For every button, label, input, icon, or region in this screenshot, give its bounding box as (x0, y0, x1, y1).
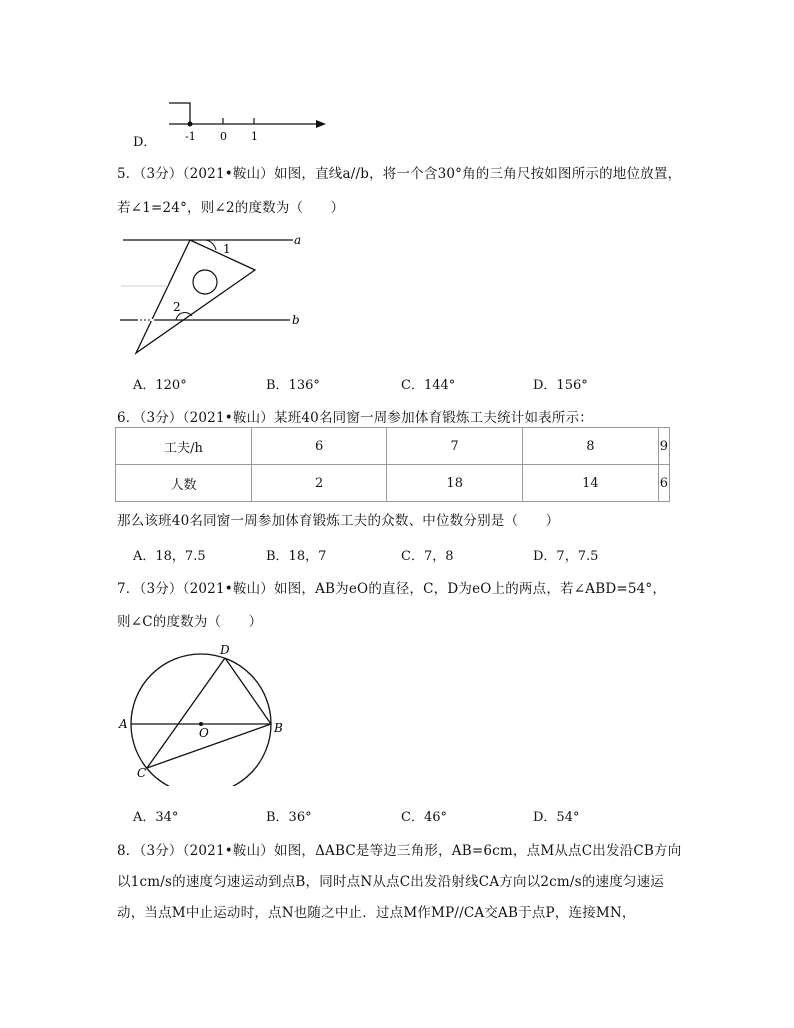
q8-stem-line1: 8．（3分）（2021•鞍山）如图，ΔABC是等边三角形，AB=6cm，点M从点C出发沿CB方向 (117, 843, 682, 859)
q7-label-c: C (137, 766, 147, 780)
q4-point (188, 122, 193, 127)
q5-triangle (136, 240, 255, 353)
q5-label-b: b (292, 313, 300, 327)
q6-option-d[interactable]: D．7，7.5 (533, 549, 599, 564)
q6-row-label: 人数 (116, 465, 252, 502)
table-row (116, 465, 670, 502)
q7-label-a: A (119, 717, 128, 731)
q7-label-d: D (220, 643, 230, 657)
q7-label-b: B (274, 721, 283, 735)
q6-cell: 18 (387, 465, 523, 502)
q7-chord-db (225, 658, 271, 724)
q4-tick-neg1: -1 (185, 130, 196, 143)
q6-cell: 2 (251, 465, 386, 502)
q6-table (115, 427, 670, 502)
q5-option-c[interactable]: C．144° (401, 378, 456, 393)
q6-header-cell: 6 (251, 428, 386, 465)
q7-stem-line1: 7．（3分）（2021•鞍山）如图，AB为eO的直径，C，D为eO上的两点，若∠ABD=54°， (117, 581, 667, 597)
q6-option-b[interactable]: B．18，7 (266, 549, 327, 564)
q5-option-a[interactable]: A．120° (133, 378, 187, 393)
q4-ray-mark (169, 103, 190, 124)
q8-stem-line3: 动，当点M中止运动时，点N也随之中止．过点M作MP//CA交AB于点P，连接MN， (117, 905, 636, 921)
q4-option-d-label: D． (133, 135, 157, 150)
q7-figure (115, 638, 295, 786)
q6-cell: 6 (658, 465, 669, 502)
q6-question: 那么该班40名同窗一周参加体育锻炼工夫的众数、中位数分别是（ ） (117, 513, 560, 529)
q5-triangle-hole (193, 270, 217, 294)
q7-stem-line2: 则∠C的度数为（ ） (117, 614, 263, 630)
q6-header-cell: 9 (658, 428, 669, 465)
q6-header-cell: 8 (523, 428, 659, 465)
q8-stem-line2: 以1cm/s的速度匀速运动到点B，同时点N从点C出发沿射线CA方向以2cm/s的速度匀速运 (117, 874, 664, 890)
q5-stem-line1: 5．（3分）（2021•鞍山）如图，直线a//b，将一个含30°角的三角尺按如图所示的地位放置， (117, 166, 682, 182)
q5-option-d[interactable]: D．156° (533, 378, 588, 393)
q5-figure (118, 228, 318, 358)
q6-stem: 6．（3分）（2021•鞍山）某班40名同窗一周参加体育锻炼工夫统计如表所示： (117, 410, 593, 426)
q7-label-o: O (199, 726, 209, 740)
q7-option-d[interactable]: D．54° (533, 810, 580, 825)
q6-option-c[interactable]: C．7，8 (401, 549, 454, 564)
q6-header-cell: 7 (387, 428, 523, 465)
q5-stem-line2: 若∠1=24°，则∠2的度数为（ ） (117, 200, 345, 216)
q5-option-b[interactable]: B．136° (266, 378, 320, 393)
q6-option-a[interactable]: A．18，7.5 (133, 549, 206, 564)
q6-header-label: 工夫/h (116, 428, 252, 465)
q7-chord-dc (147, 658, 225, 768)
q7-option-a[interactable]: A．34° (133, 810, 179, 825)
q7-option-c[interactable]: C．46° (401, 810, 447, 825)
q5-angle1-label: 1 (223, 242, 231, 256)
q7-chord-cb (147, 724, 271, 768)
q6-cell: 14 (523, 465, 659, 502)
table-row (116, 428, 670, 465)
q4-tick-1: 1 (251, 130, 258, 143)
q4-number-line (150, 96, 335, 148)
q7-option-b[interactable]: B．36° (266, 810, 312, 825)
q5-label-a: a (294, 233, 302, 247)
q4-tick-0: 0 (220, 130, 227, 143)
q4-axis-arrow (316, 120, 326, 128)
q5-angle2-label: 2 (173, 300, 181, 314)
